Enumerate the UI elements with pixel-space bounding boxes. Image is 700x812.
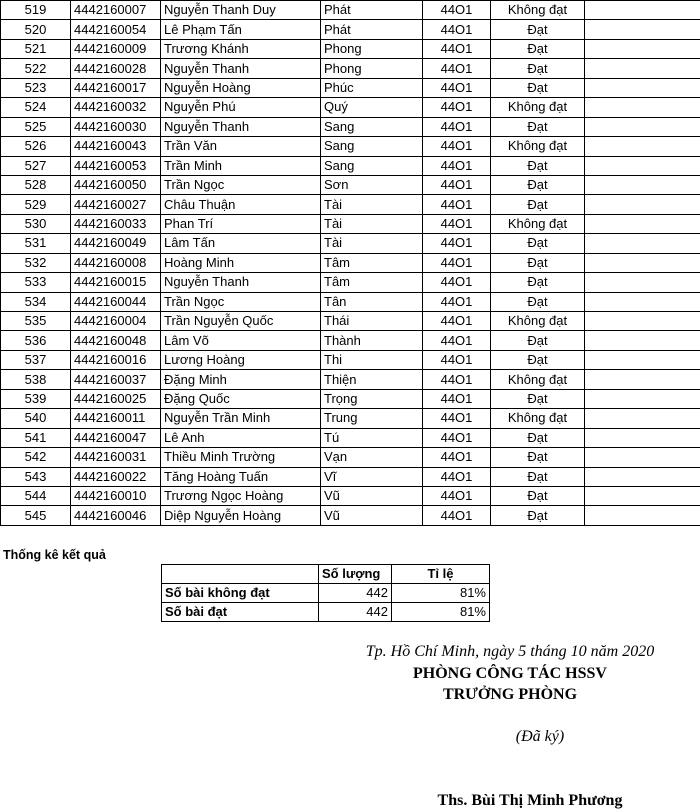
- blank-cell: [585, 350, 700, 369]
- table-row: [1, 467, 700, 486]
- table-row: [1, 486, 700, 505]
- blank-cell: [585, 409, 700, 428]
- result: Không đạt: [491, 214, 585, 233]
- student-given-name: Phong: [321, 59, 423, 78]
- result: Đạt: [491, 331, 585, 350]
- row-number: 543: [1, 467, 71, 486]
- student-given-name: Vũ: [321, 506, 423, 525]
- row-number: 534: [1, 292, 71, 311]
- student-given-name: Trọng: [321, 389, 423, 408]
- student-id: 4442160004: [71, 312, 161, 331]
- student-given-name: Tài: [321, 234, 423, 253]
- row-number: 524: [1, 98, 71, 117]
- student-class: 44O1: [423, 506, 491, 525]
- student-given-name: Vĩ: [321, 467, 423, 486]
- student-class: 44O1: [423, 59, 491, 78]
- table-row: [1, 448, 700, 467]
- student-class: 44O1: [423, 117, 491, 136]
- student-surname: Nguyễn Hoàng: [161, 78, 321, 97]
- student-id: 4442160031: [71, 448, 161, 467]
- blank-cell: [585, 273, 700, 292]
- student-given-name: Tân: [321, 292, 423, 311]
- table-row: [1, 59, 700, 78]
- stats-row: [162, 603, 490, 622]
- student-class: 44O1: [423, 234, 491, 253]
- student-id: 4442160050: [71, 175, 161, 194]
- result: Đạt: [491, 389, 585, 408]
- student-id: 4442160033: [71, 214, 161, 233]
- student-class: 44O1: [423, 253, 491, 272]
- blank-cell: [585, 78, 700, 97]
- row-number: 519: [1, 1, 71, 20]
- student-id: 4442160025: [71, 389, 161, 408]
- student-surname: Tăng Hoàng Tuấn: [161, 467, 321, 486]
- row-number: 535: [1, 312, 71, 331]
- student-id: 4442160017: [71, 78, 161, 97]
- blank-cell: [585, 389, 700, 408]
- student-surname: Hoàng Minh: [161, 253, 321, 272]
- row-number: 526: [1, 137, 71, 156]
- table-row: [1, 39, 700, 58]
- student-class: 44O1: [423, 39, 491, 58]
- student-given-name: Tâm: [321, 273, 423, 292]
- student-given-name: Trung: [321, 409, 423, 428]
- blank-cell: [585, 195, 700, 214]
- student-id: 4442160028: [71, 59, 161, 78]
- student-class: 44O1: [423, 467, 491, 486]
- student-id: 4442160044: [71, 292, 161, 311]
- table-row: [1, 117, 700, 136]
- result: Không đạt: [491, 98, 585, 117]
- result: Đạt: [491, 253, 585, 272]
- result: Không đạt: [491, 370, 585, 389]
- student-given-name: Tài: [321, 195, 423, 214]
- student-surname: Trương Khánh: [161, 39, 321, 58]
- role-title: TRƯỞNG PHÒNG: [442, 686, 578, 703]
- stats-heading: Thống kê kết quả: [3, 548, 106, 562]
- row-number: 530: [1, 214, 71, 233]
- result: Đạt: [491, 428, 585, 447]
- student-surname: Nguyễn Thanh: [161, 59, 321, 78]
- blank-cell: [585, 467, 700, 486]
- table-row: [1, 156, 700, 175]
- student-given-name: Phát: [321, 1, 423, 20]
- result: Đạt: [491, 39, 585, 58]
- student-class: 44O1: [423, 137, 491, 156]
- student-id: 4442160043: [71, 137, 161, 156]
- student-surname: Lâm Võ: [161, 331, 321, 350]
- student-surname: Trần Ngọc: [161, 292, 321, 311]
- student-surname: Diệp Nguyễn Hoàng: [161, 506, 321, 525]
- result: Đạt: [491, 234, 585, 253]
- result: Đạt: [491, 59, 585, 78]
- student-given-name: Sang: [321, 156, 423, 175]
- blank-cell: [585, 331, 700, 350]
- row-number: 531: [1, 234, 71, 253]
- student-class: 44O1: [423, 370, 491, 389]
- student-surname: Trương Ngọc Hoàng: [161, 486, 321, 505]
- student-id: 4442160010: [71, 486, 161, 505]
- stats-row-label: Số bài không đạt: [162, 584, 319, 603]
- result: Đạt: [491, 78, 585, 97]
- student-id: 4442160008: [71, 253, 161, 272]
- row-number: 537: [1, 350, 71, 369]
- table-row: [1, 506, 700, 525]
- row-number: 545: [1, 506, 71, 525]
- table-row: [1, 234, 700, 253]
- student-class: 44O1: [423, 292, 491, 311]
- blank-cell: [585, 253, 700, 272]
- student-surname: Đặng Minh: [161, 370, 321, 389]
- student-id: 4442160022: [71, 467, 161, 486]
- student-given-name: Tài: [321, 214, 423, 233]
- student-class: 44O1: [423, 273, 491, 292]
- row-number: 520: [1, 20, 71, 39]
- row-number: 528: [1, 175, 71, 194]
- student-given-name: Thiện: [321, 370, 423, 389]
- stats-row-rate: 81%: [392, 584, 490, 603]
- student-class: 44O1: [423, 20, 491, 39]
- student-id: 4442160049: [71, 234, 161, 253]
- table-row: [1, 175, 700, 194]
- row-number: 521: [1, 39, 71, 58]
- stats-col-rate: Tỉ lệ: [392, 565, 490, 584]
- result: Đạt: [491, 486, 585, 505]
- student-id: 4442160027: [71, 195, 161, 214]
- student-surname: Thiều Minh Trường: [161, 448, 321, 467]
- table-row: [1, 98, 700, 117]
- student-surname: Nguyễn Thanh: [161, 273, 321, 292]
- student-class: 44O1: [423, 409, 491, 428]
- blank-cell: [585, 175, 700, 194]
- stats-row-label: Số bài đạt: [162, 603, 319, 622]
- blank-cell: [585, 117, 700, 136]
- signer-name: Ths. Bùi Thị Minh Phương: [437, 792, 623, 809]
- result: Không đạt: [491, 409, 585, 428]
- student-surname: Nguyễn Thanh Duy: [161, 1, 321, 20]
- row-number: 529: [1, 195, 71, 214]
- signed-note: (Đã ký): [515, 728, 565, 745]
- row-number: 522: [1, 59, 71, 78]
- student-id: 4442160009: [71, 39, 161, 58]
- student-given-name: Quý: [321, 98, 423, 117]
- student-surname: Nguyễn Trần Minh: [161, 409, 321, 428]
- row-number: 536: [1, 331, 71, 350]
- student-id: 4442160030: [71, 117, 161, 136]
- student-id: 4442160054: [71, 20, 161, 39]
- date-line: Tp. Hồ Chí Minh, ngày 5 tháng 10 năm 2020: [365, 643, 655, 660]
- stats-row-rate: 81%: [392, 603, 490, 622]
- student-class: 44O1: [423, 389, 491, 408]
- table-row: [1, 137, 700, 156]
- result: Đạt: [491, 506, 585, 525]
- result: Đạt: [491, 448, 585, 467]
- student-surname: Đặng Quốc: [161, 389, 321, 408]
- student-given-name: Thi: [321, 350, 423, 369]
- blank-cell: [585, 234, 700, 253]
- student-id: 4442160011: [71, 409, 161, 428]
- table-row: [1, 370, 700, 389]
- student-class: 44O1: [423, 428, 491, 447]
- student-given-name: Sơn: [321, 175, 423, 194]
- blank-cell: [585, 292, 700, 311]
- table-row: [1, 195, 700, 214]
- table-row: [1, 20, 700, 39]
- result: Đạt: [491, 350, 585, 369]
- stats-row-count: 442: [319, 603, 392, 622]
- result: Đạt: [491, 467, 585, 486]
- blank-cell: [585, 137, 700, 156]
- result: Không đạt: [491, 137, 585, 156]
- row-number: 544: [1, 486, 71, 505]
- student-surname: Nguyễn Phú: [161, 98, 321, 117]
- student-given-name: Sang: [321, 137, 423, 156]
- result: Đạt: [491, 175, 585, 194]
- table-row: [1, 389, 700, 408]
- student-surname: Châu Thuận: [161, 195, 321, 214]
- student-given-name: Vạn: [321, 448, 423, 467]
- student-class: 44O1: [423, 1, 491, 20]
- blank-cell: [585, 156, 700, 175]
- student-given-name: Phát: [321, 20, 423, 39]
- department-title: PHÒNG CÔNG TÁC HSSV: [413, 665, 607, 682]
- student-class: 44O1: [423, 312, 491, 331]
- row-number: 540: [1, 409, 71, 428]
- student-given-name: Vũ: [321, 486, 423, 505]
- row-number: 523: [1, 78, 71, 97]
- student-class: 44O1: [423, 331, 491, 350]
- student-class: 44O1: [423, 156, 491, 175]
- blank-cell: [585, 370, 700, 389]
- table-row: [1, 1, 700, 20]
- table-row: [1, 428, 700, 447]
- student-surname: Lê Anh: [161, 428, 321, 447]
- blank-cell: [585, 59, 700, 78]
- roster-body: [1, 1, 700, 526]
- stats-row-count: 442: [319, 584, 392, 603]
- student-surname: Trần Ngọc: [161, 175, 321, 194]
- table-row: [1, 409, 700, 428]
- blank-cell: [585, 312, 700, 331]
- student-given-name: Sang: [321, 117, 423, 136]
- student-given-name: Phúc: [321, 78, 423, 97]
- result: Đạt: [491, 195, 585, 214]
- student-surname: Phan Trí: [161, 214, 321, 233]
- table-row: [1, 214, 700, 233]
- result: Đạt: [491, 117, 585, 136]
- result: Đạt: [491, 20, 585, 39]
- student-surname: Lâm Tấn: [161, 234, 321, 253]
- row-number: 541: [1, 428, 71, 447]
- table-row: [1, 292, 700, 311]
- row-number: 538: [1, 370, 71, 389]
- blank-cell: [585, 214, 700, 233]
- row-number: 525: [1, 117, 71, 136]
- student-class: 44O1: [423, 98, 491, 117]
- blank-cell: [585, 39, 700, 58]
- blank-cell: [585, 448, 700, 467]
- blank-cell: [585, 1, 700, 20]
- student-class: 44O1: [423, 175, 491, 194]
- student-class: 44O1: [423, 486, 491, 505]
- student-class: 44O1: [423, 350, 491, 369]
- student-id: 4442160048: [71, 331, 161, 350]
- student-class: 44O1: [423, 78, 491, 97]
- result: Đạt: [491, 273, 585, 292]
- row-number: 539: [1, 389, 71, 408]
- student-id: 4442160053: [71, 156, 161, 175]
- blank-cell: [585, 506, 700, 525]
- student-surname: Trần Văn: [161, 137, 321, 156]
- student-given-name: Thành: [321, 331, 423, 350]
- stats-col-count: Số lượng: [319, 565, 392, 584]
- blank-cell: [585, 428, 700, 447]
- student-given-name: Phong: [321, 39, 423, 58]
- result: Không đạt: [491, 1, 585, 20]
- student-given-name: Tâm: [321, 253, 423, 272]
- blank-cell: [585, 486, 700, 505]
- stats-header-row: [162, 565, 490, 584]
- stats-row: [162, 584, 490, 603]
- row-number: 533: [1, 273, 71, 292]
- student-id: 4442160046: [71, 506, 161, 525]
- student-surname: Lương Hoàng: [161, 350, 321, 369]
- student-class: 44O1: [423, 195, 491, 214]
- student-id: 4442160047: [71, 428, 161, 447]
- table-row: [1, 253, 700, 272]
- row-number: 542: [1, 448, 71, 467]
- student-id: 4442160032: [71, 98, 161, 117]
- blank-cell: [585, 98, 700, 117]
- student-id: 4442160016: [71, 350, 161, 369]
- result: Đạt: [491, 292, 585, 311]
- row-number: 527: [1, 156, 71, 175]
- student-surname: Trần Minh: [161, 156, 321, 175]
- student-class: 44O1: [423, 214, 491, 233]
- blank-cell: [585, 20, 700, 39]
- table-row: [1, 273, 700, 292]
- student-surname: Lê Phạm Tấn: [161, 20, 321, 39]
- stats-corner-cell: [162, 565, 319, 584]
- student-id: 4442160037: [71, 370, 161, 389]
- student-id: 4442160007: [71, 1, 161, 20]
- student-surname: Nguyễn Thanh: [161, 117, 321, 136]
- result: Không đạt: [491, 312, 585, 331]
- result: Đạt: [491, 156, 585, 175]
- table-row: [1, 312, 700, 331]
- student-surname: Trần Nguyễn Quốc: [161, 312, 321, 331]
- student-given-name: Tú: [321, 428, 423, 447]
- student-id: 4442160015: [71, 273, 161, 292]
- student-given-name: Thái: [321, 312, 423, 331]
- student-class: 44O1: [423, 448, 491, 467]
- stats-table: [161, 564, 490, 622]
- table-row: [1, 331, 700, 350]
- row-number: 532: [1, 253, 71, 272]
- table-row: [1, 350, 700, 369]
- table-row: [1, 78, 700, 97]
